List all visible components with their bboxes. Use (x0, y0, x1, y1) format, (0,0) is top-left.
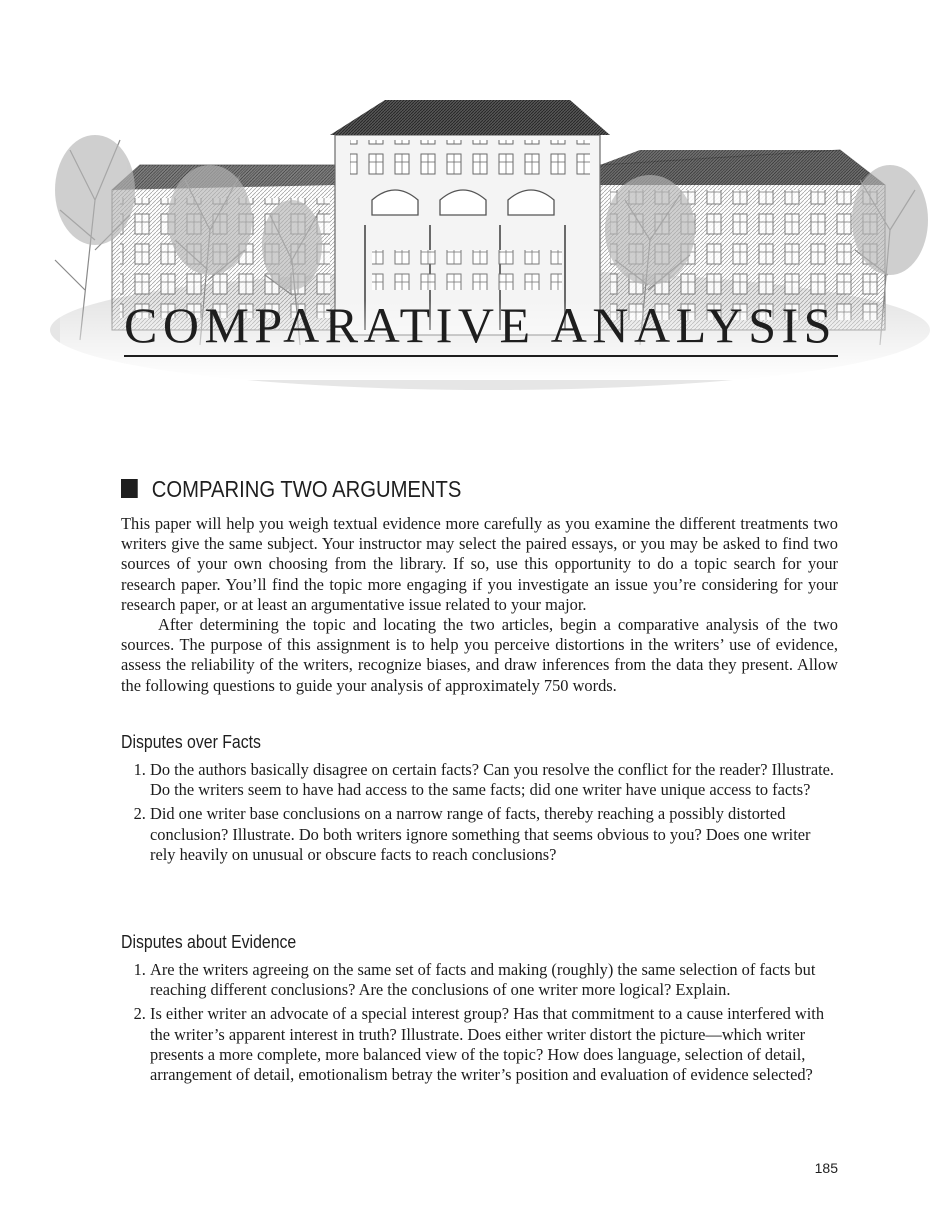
chapter-title: COMPARATIVE ANALYSIS (124, 297, 837, 353)
list-item: 1. Are the writers agreeing on the same set of facts and making (roughly) the same selection of facts but reaching different conclusions? Are the conclusions of one writer more logical? Explain. (150, 960, 840, 1000)
facts-question-list (150, 760, 840, 869)
facts-subheading: Disputes over Facts (121, 732, 261, 752)
page-number: 185 (814, 1160, 838, 1176)
title-underline-rule (124, 355, 838, 357)
evidence-question-list (150, 960, 840, 1089)
list-item: 2. Did one writer base conclusions on a narrow range of facts, thereby reaching a possibly distorted conclusion? Illustrate. Do both writers ignore something that seems obvious to you? Does one writer rely heavily on unusual or obscure facts to reach conclusions? (150, 804, 840, 865)
instructions-paragraph: After determining the topic and locating the two articles, begin a comparative analysis of the two sources. The purpose of this assignment is to help you perceive distortions in the writers’ use of evidence, assess the reliability of the writers, recognize biases, and draw inferences from the data they present. Allow the following questions to guide your analysis of approximately 750 words. (121, 615, 838, 695)
section-heading (121, 476, 461, 503)
square-bullet-icon (121, 479, 138, 498)
evidence-subheading: Disputes about Evidence (121, 932, 297, 952)
intro-paragraph: This paper will help you weigh textual evidence more carefully as you examine the different treatments two writers give the same subject. Your instructor may select the paired essays, or you may be asked to find two sources of your own choosing from the library. If so, use this opportunity to do a topic search for your research paper. You’ll find the topic more engaging if you investigate an issue you’re considering for your research paper, or at least an argumentative issue related to your major. (121, 514, 838, 614)
section-heading-text: COMPARING TWO ARGUMENTS (151, 476, 462, 502)
list-item: 2. Is either writer an advocate of a special interest group? Has that commitment to a cause interfered with the writer’s apparent interest in truth? Illustrate. Does either writer distort the picture—which writer presents a more complete, more balanced view of the topic? How does language, selection of detail, arrangement of detail, emotionalism betray the writer’s position and evaluation of evidence selected? (150, 1004, 840, 1085)
list-item: 1. Do the authors basically disagree on certain facts? Can you resolve the conflict for the reader? Illustrate. Do the writers seem to have had access to the same facts; did one writer have unique access to facts? (150, 760, 840, 800)
